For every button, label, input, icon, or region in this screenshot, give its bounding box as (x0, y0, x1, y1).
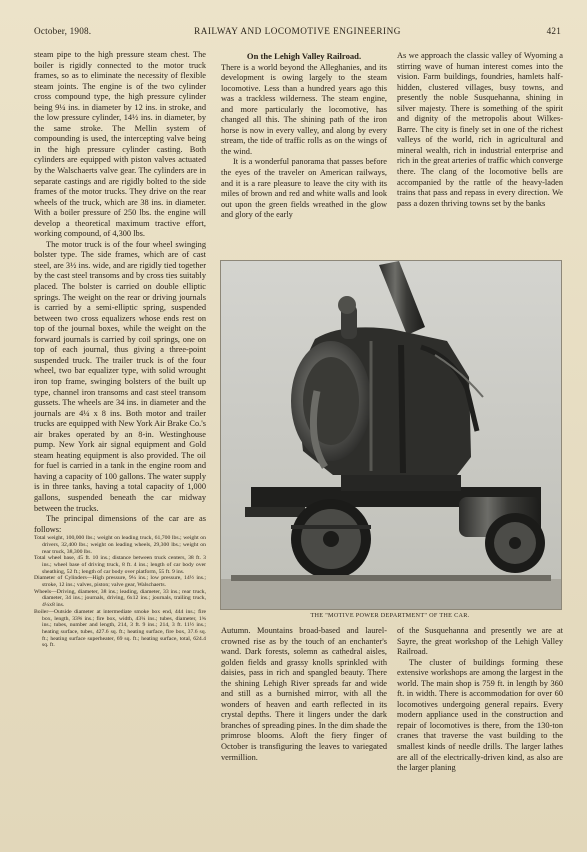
column-middle-top (221, 51, 387, 221)
photo-caption: THE "MOTIVE POWER DEPARTMENT" OF THE CAR. (310, 612, 470, 619)
paragraph: As we approach the classic valley of Wyoming a stirring wave of human interest comes into the vision. Farm buildings, foundries, hamlets half-hidden, clustered villages, busy towns, and presently the noble Susquehanna, shining in silver majesty. There is something of the spirit and dignity of the metropolis about Wilkes-Barre. The city is finely set in one of the richest valleys of the world, rich in agricultural and mineral wealth, rich in industrial enterprise and rich in the great arteries of traffic which converge there. The clang of the locomotive bells are accompanied by the rattle of the heavy-laden trains that pass and repass in every direction. We pass a dozen thriving towns set by the banks (397, 51, 563, 208)
article-title: On the Lehigh Valley Railroad. (246, 51, 362, 61)
locomotive-photo (220, 260, 562, 610)
dimension-entry: Boiler—Outside diameter at intermediate smoke box end, 444 ins.; fire box, length, 33⅝ ins.; fire box, width, 43¼ ins.; tubes, diameter, 1¾ ins.; tubes, number and length, 214, 3 ft. 9 ins.; 214, 3 ft. 11½ ins.; heating surface, tubes, 427.6 sq. ft.; heating surface, fire box, 37.6 sq. ft.; heating surface superheater, 69 sq. ft.; heating surface, total, 624.4 sq. ft. (34, 608, 206, 649)
column-right-top (397, 51, 563, 209)
dimensions-table (34, 535, 206, 649)
paragraph: There is a world beyond the Alleghanies, and its development is owing largely to the steam locomotive. Less than a hundred years ago this was a trackless wilderness. The steam engine, and more particularly the locomotive, has changed all this. The shining path of the iron horse is now in every valley, and along by every stream, the tide of traffic rolls as on the wings of the wind. (221, 62, 387, 156)
column-middle-bottom (221, 626, 387, 763)
dimension-entry: Total weight, 100,000 lbs.; weight on leading truck, 61,700 lbs.; weight on drivers, 32,400 lbs.; weight on leading wheels, 29,300 lbs.; weight on rear truck, 38,300 lbs. (34, 535, 206, 555)
issue-date: October, 1908. (34, 26, 92, 36)
running-header (28, 26, 567, 40)
dimension-entry: Wheels—Driving, diameter, 38 ins.; leading, diameter, 33 ins.; rear truck, diameter, 34 ins.; journals, driving, 6x12 ins.; journals, trailing truck, 4¼x8 ins. (34, 588, 206, 609)
paragraph: of the Susquehanna and presently we are at Sayre, the great workshop of the Lehigh Valley Railroad. (397, 626, 563, 657)
column-right-bottom (397, 626, 563, 774)
locomotive-illustration (221, 261, 561, 609)
paragraph: The motor truck is of the four wheel swinging bolster type. The side frames, which are of cast steel, are 3½ ins. wide, and are rigidly tied together by the cast steel transoms and by cross ties suitably placed. The bolster is carried on double elliptic springs. The weight on the rear or driving journals is carried by a semi-elliptic spring, suspended between two cross equalizers whose ends rest on top of the journal boxes, while the weight on the forward journals is carried by coil springs, one on top of each journal, thus giving a three-point suspended truck. The trailer truck is of the four wheel, two bar equalizer type, with solid wrought iron top frame, swinging bolsters of the built up type, channel iron transoms and cast steel transom gussets. The wheels are 34 ins. in diameter and the journals are 4¼ x 8 ins. Both motor and trailer trucks are equipped with New York Air Brake Co.'s air brakes operated by an 8-in. Westinghouse pump. New York air signal equipment and Gold steam heating equipment is also provided. The oil for fuel is carried in a tank in the engine room and having a capacity of 100 gallons. The water supply is in three tanks, having a total capacity of 1,000 gallons, suspended beneath the car midway between the trucks. (34, 239, 206, 513)
paragraph: Autumn. Mountains broad-based and laurel-crowned rise as by the touch of an enchanter's wand. Dark forests, solemn as cathedral aisles, golden fields and grassy knolls sprinkled with daisies, pass in rich and spangled beauty. There the shining Lehigh River spreads far and wide and still as a burnished mirror, with all the wonders of heaven and earth reflected in its crystal depths. There it lingers under the dark branches of spreading pines. In the dim shade the primrose blooms. Aloft the fiery finger of October is transfiguring the leaves to variegated vermillion. (221, 626, 387, 762)
paragraph: The cluster of buildings forming these extensive workshops are among the largest in the world. The main shop is 759 ft. in length by 360 ft. in width. There is accommodation for over 60 locomotives undergoing general repairs. Every modern appliance used in the construction and repair of locomotives is there, from the 130-ton cranes that traverse the vast building to the smallest kinds of needle drills. The larger lathes are all of the electrically-driven kind, as also are the larger planing (397, 657, 563, 773)
paragraph: It is a wonderful panorama that passes before the eyes of the traveler on American railways, and it is a rare pleasure to leave the city with its miles of brown and red and white walls and look out upon the green fields wreathed in the glow and glory of the early (221, 157, 387, 220)
dimension-entry: Total wheel base, 45 ft. 10 ins.; distance between truck centers, 38 ft. 3 ins.; wheel base of driving truck, 8 ft. 4 ins.; length of car body over sheathing, 52 ft.; length of car body over platform, 55 ft. 9 ins. (34, 555, 206, 575)
dimension-entry: Diameter of Cylinders—High pressure, 9¼ ins.; low pressure, 14½ ins.; stroke, 12 ins.; valves, piston; valve gear, Walschaerts. (34, 575, 206, 589)
paragraph: steam pipe to the high pressure steam chest. The boiler is rigidly connected to the motor truck frames, so as to eliminate the necessity of flexible steam joints. The engine is of the two cylinder cross compound type, the high pressure cylinder being 9¼ ins. in diameter by 12 ins. in stroke, and the low pressure cylinder, 14½ ins. in diameter, by the same stroke. The Mellin system of compounding is used, the intercepting valve being in the high pressure cylinder casting. Both cylinders are equipped with piston valves actuated by the Walschaerts valve gear. The cylinders are in separate castings and are rigidly bolted to the side frames of the motor trucks. They drive on the rear wheels of the truck, which are 38 ins. in diameter. With a boiler pressure of 250 lbs. the engine will develop a theoretical maximum tractive effort, working compound, of 4,300 lbs. (34, 50, 206, 239)
paragraph: The principal dimensions of the car are as follows: (34, 514, 206, 534)
column-left (34, 50, 206, 649)
page-number: 421 (546, 26, 561, 36)
journal-title: RAILWAY AND LOCOMOTIVE ENGINEERING (194, 26, 401, 36)
